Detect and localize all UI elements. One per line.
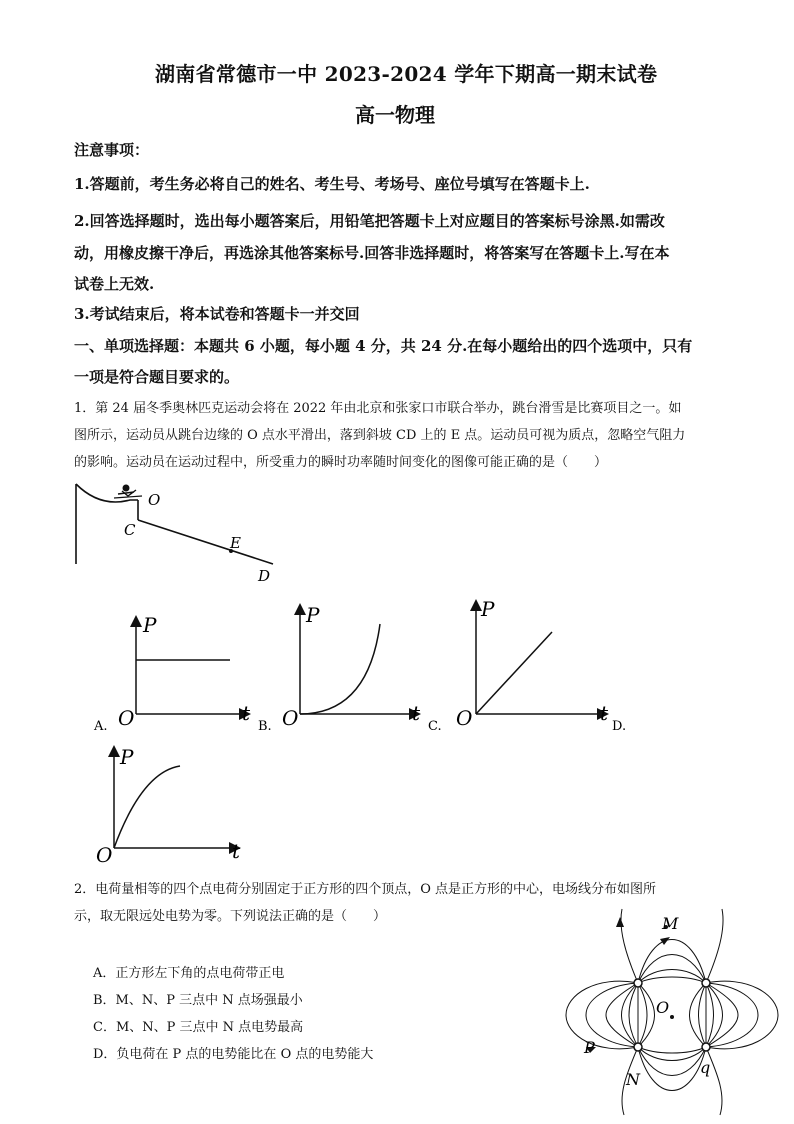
option-a-graph [88, 610, 258, 735]
notice-item-3: 3.考试结束后，将本试卷和答题卡一并交回 [74, 305, 360, 323]
q2-choice-d: D．负电荷在 P 点的电势能比在 O 点的电势能大 [93, 1047, 374, 1062]
option-d-label: D. [612, 719, 627, 734]
option-d-graph [92, 742, 252, 866]
label-N: N [626, 1070, 640, 1089]
label-P: P [584, 1038, 595, 1057]
q1-line-3: 的影响。运动员在运动过程中，所受重力的瞬时功率随时间变化的图像可能正确的是（ ） [74, 455, 608, 470]
label-M: M [662, 914, 679, 933]
q2-choice-c: C．M、N、P 三点中 N 点电势最高 [93, 1020, 304, 1035]
q2-line-2: 示，取无限远处电势为零。下列说法正确的是（ ） [74, 909, 387, 924]
axis-origin: O [96, 843, 113, 866]
ski-jump-figure [70, 478, 290, 590]
axis-label-p: P [481, 597, 495, 621]
axis-label-t: t [232, 839, 241, 863]
q1-line-1: 1．第 24 届冬季奥林匹克运动会将在 2022 年由北京和张家口市联合举办，跳台滑雪是比赛项目之一。如 [74, 401, 682, 416]
option-a-label: A. [94, 719, 108, 734]
axis-label-p: P [143, 613, 157, 637]
option-b-label: B. [258, 719, 272, 734]
skier-icon [114, 485, 142, 499]
q2-choice-a: A．正方形左下角的点电荷带正电 [93, 966, 285, 981]
q2-choice-b: B．M、N、P 三点中 N 点场强最小 [93, 993, 303, 1008]
section-heading-line-2: 一项是符合题目要求的。 [74, 368, 240, 386]
section-heading-line-1: 一、单项选择题：本题共 6 小题，每小题 4 分，共 24 分.在每小题给出的四个选项中，只有 [74, 337, 693, 355]
label-O: O [148, 491, 161, 509]
notice-item-2-line-2: 动，用橡皮擦干净后，再选涂其他答案标号.回答非选择题时，将答案写在答题卡上.写在本 [74, 244, 670, 262]
axis-origin: O [282, 706, 299, 730]
q2-line-1: 2．电荷量相等的四个点电荷分别固定于正方形的四个顶点，O 点是正方形的中心，电场线分布如图所 [74, 882, 657, 897]
notice-item-2-line-1: 2.回答选择题时，选出每小题答案后，用铅笔把答题卡上对应题目的答案标号涂黑.如需改 [74, 212, 665, 230]
axis-label-p: P [306, 603, 320, 627]
notice-item-1: 1.答题前，考生务必将自己的姓名、考生号、考场号、座位号填写在答题卡上. [74, 175, 590, 193]
notice-item-2-line-3: 试卷上无效. [74, 275, 155, 293]
label-E: E [230, 534, 241, 552]
axis-label-p: P [120, 745, 134, 769]
label-q: q [700, 1058, 711, 1077]
page-title: 湖南省常德市一中 2023-2024 学年下期高一期末试卷 [155, 62, 658, 86]
label-C: C [124, 521, 136, 539]
option-c-graph [428, 594, 628, 735]
label-O: O [656, 998, 670, 1017]
option-b-graph [258, 598, 428, 735]
option-c-label: C. [428, 719, 442, 734]
axis-label-t: t [600, 701, 609, 725]
electric-field-figure [556, 905, 788, 1117]
page-subtitle: 高一物理 [355, 103, 435, 127]
q1-line-2: 图所示，运动员从跳台边缘的 O 点水平滑出，落到斜坡 CD 上的 E 点。运动员可视为质点，忽略空气阻力 [74, 428, 686, 443]
axis-origin: O [456, 706, 473, 730]
axis-label-t: t [242, 701, 251, 725]
axis-label-t: t [412, 701, 421, 725]
notice-heading: 注意事项： [74, 141, 150, 159]
label-D: D [258, 567, 271, 585]
axis-origin: O [118, 706, 135, 730]
